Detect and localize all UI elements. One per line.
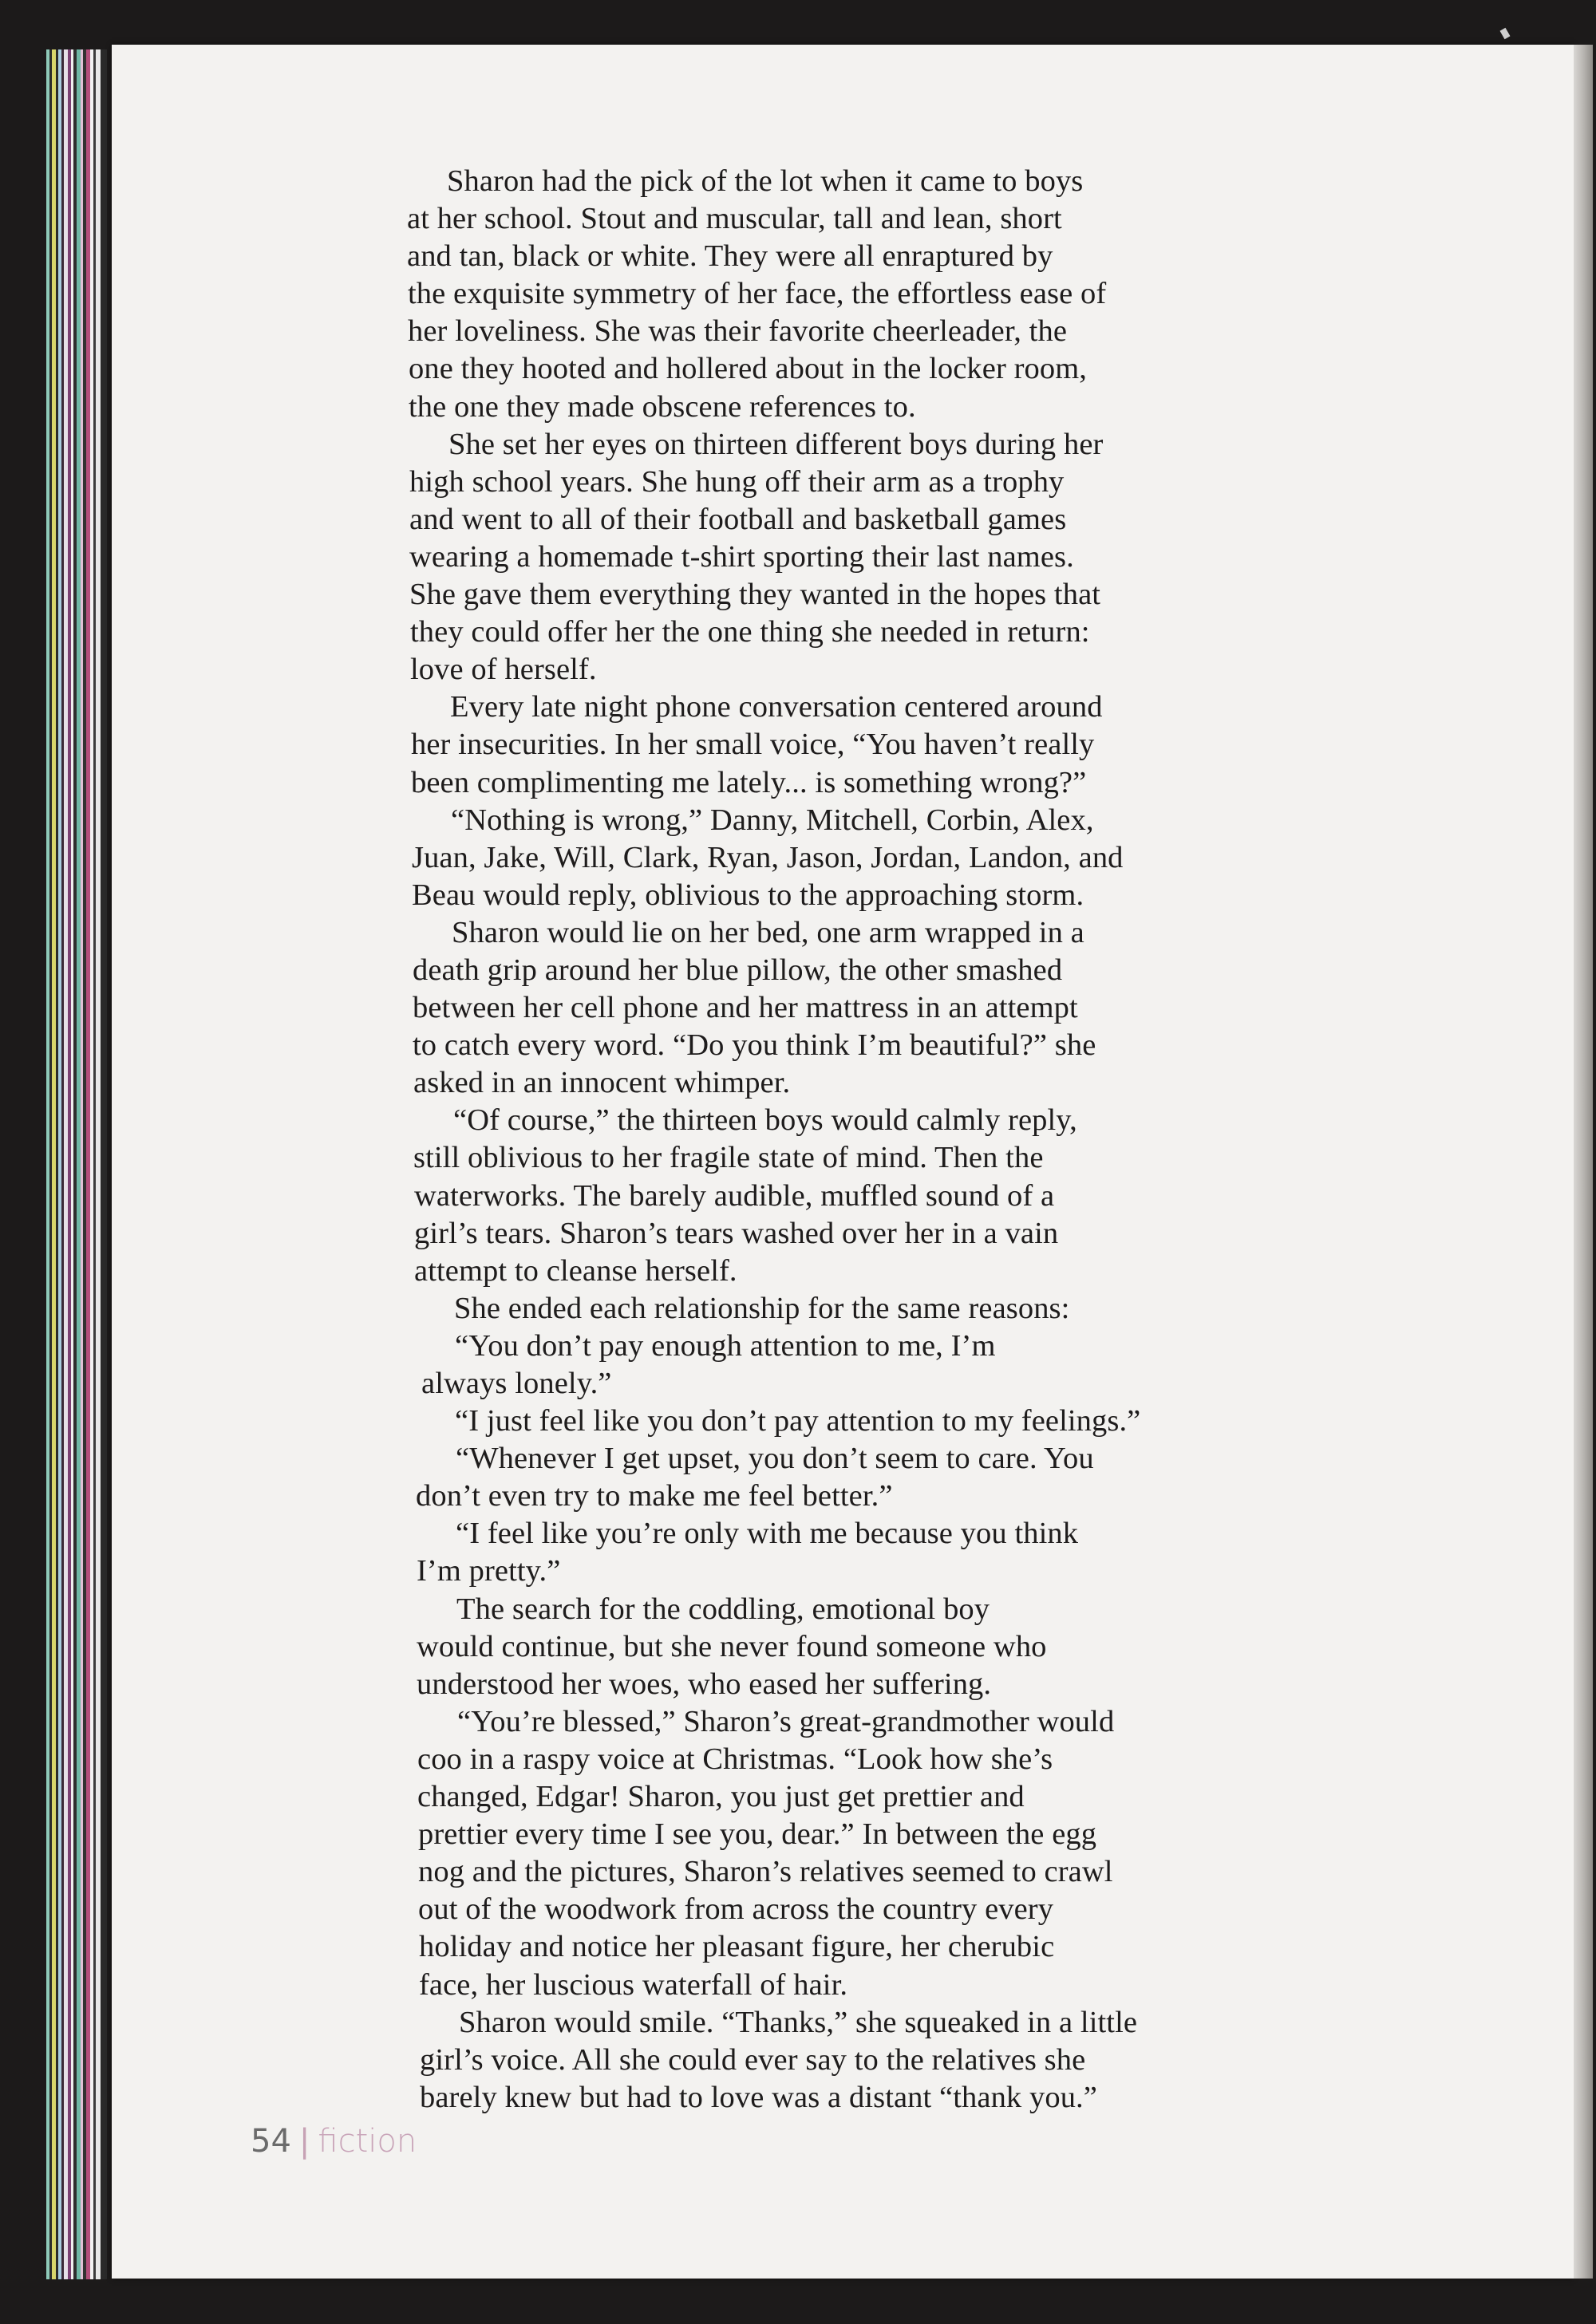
body-text (407, 163, 1173, 2117)
text-line: the one they made obscene references to. (409, 389, 916, 424)
page-edge-color-strips (46, 49, 113, 2279)
text-line: “I feel like you’re only with me because you think (456, 1517, 1079, 1551)
text-line: would continue, but she never found someone who (417, 1629, 1047, 1663)
text-line: wearing a homemade t-shirt sporting their last names. (409, 539, 1074, 574)
edge-strip (101, 49, 107, 2279)
text-line: death grip around her blue pillow, the other smashed (413, 953, 1063, 987)
text-line: love of herself. (410, 653, 597, 687)
text-line: asked in an innocent whimper. (413, 1066, 791, 1100)
page-right-edge (1574, 45, 1593, 2279)
page-number: 54 (251, 2123, 291, 2160)
text-line: Sharon would lie on her bed, one arm wrapped in a (452, 915, 1084, 949)
text-line: She gave them everything they wanted in the hopes that (409, 578, 1101, 612)
text-line: the exquisite symmetry of her face, the effortless ease of (408, 277, 1107, 311)
text-line: coo in a raspy voice at Christmas. “Look how she’s (417, 1742, 1053, 1776)
text-line: “Of course,” the thirteen boys would calmly reply, (453, 1103, 1077, 1138)
text-line: out of the woodwork from across the country every (418, 1892, 1054, 1927)
text-line: they could offer her the one thing she needed in return: (410, 615, 1090, 649)
text-line: between her cell phone and her mattress in an attempt (413, 991, 1078, 1025)
text-line: Juan, Jake, Will, Clark, Ryan, Jason, Jordan, Landon, and (412, 840, 1124, 874)
text-line: and went to all of their football and basketball games (409, 502, 1067, 536)
text-line: at her school. Stout and muscular, tall and lean, short (407, 202, 1062, 236)
text-line: one they hooted and hollered about in the locker room, (409, 352, 1088, 386)
text-line: holiday and notice her pleasant figure, her cherubic (419, 1930, 1055, 1964)
corner-mark (1500, 28, 1511, 39)
text-line: attempt to cleanse herself. (414, 1253, 737, 1288)
text-line: waterworks. The barely audible, muffled sound of a (414, 1178, 1055, 1213)
text-line: She set her eyes on thirteen different boys during her (448, 427, 1104, 461)
text-line: Every late night phone conversation centered around (450, 690, 1103, 724)
text-line: girl’s tears. Sharon’s tears washed over her in a vain (414, 1216, 1059, 1250)
text-line: been complimenting me lately... is something wrong?” (411, 765, 1087, 799)
text-line: her loveliness. She was their favorite cheerleader, the (408, 314, 1068, 349)
text-line: I’m pretty.” (417, 1554, 561, 1588)
text-line: don’t even try to make me feel better.” (416, 1479, 893, 1513)
text-line: high school years. She hung off their arm as a trophy (409, 464, 1065, 499)
text-line: “Whenever I get upset, you don’t seem to care. You (456, 1442, 1094, 1476)
text-line: Beau would reply, oblivious to the approaching storm. (412, 878, 1084, 912)
text-line: her insecurities. In her small voice, “You haven’t really (411, 728, 1095, 762)
text-line: nog and the pictures, Sharon’s relatives seemed to crawl (418, 1855, 1113, 1889)
text-line: to catch every word. “Do you think I’m beautiful?” she (413, 1028, 1096, 1063)
section-label: fiction (318, 2123, 417, 2160)
text-line: Sharon would smile. “Thanks,” she squeaked in a little (459, 2005, 1138, 2039)
text-line: and tan, black or white. They were all enraptured by (407, 239, 1053, 274)
text-line: still oblivious to her fragile state of mind. Then the (413, 1141, 1044, 1175)
text-line: always lonely.” (421, 1367, 612, 1400)
text-line: Sharon had the pick of the lot when it came to boys (447, 164, 1084, 198)
text-line: “Nothing is wrong,” Danny, Mitchell, Corbin, Alex, (451, 803, 1094, 837)
text-line: The search for the coddling, emotional boy (456, 1592, 990, 1626)
text-line: face, her luscious waterfall of hair. (419, 1967, 848, 2002)
text-line: “You’re blessed,” Sharon’s great-grandmother would (457, 1704, 1115, 1738)
text-line: “You don’t pay enough attention to me, I’m (455, 1328, 996, 1363)
page-folio (251, 2122, 417, 2160)
text-line: changed, Edgar! Sharon, you just get prettier and (417, 1780, 1025, 1814)
text-line: understood her woes, who eased her suffering. (417, 1667, 992, 1701)
text-line: barely knew but had to love was a distant “thank you.” (420, 2080, 1097, 2114)
text-line: She ended each relationship for the same reasons: (454, 1291, 1070, 1325)
text-line: prettier every time I see you, dear.” In between the egg (418, 1817, 1097, 1852)
text-line: “I just feel like you don’t pay attention to my feelings.” (455, 1404, 1141, 1438)
text-line: girl’s voice. All she could ever say to the relatives she (420, 2042, 1086, 2077)
folio-separator: | (298, 2123, 310, 2160)
